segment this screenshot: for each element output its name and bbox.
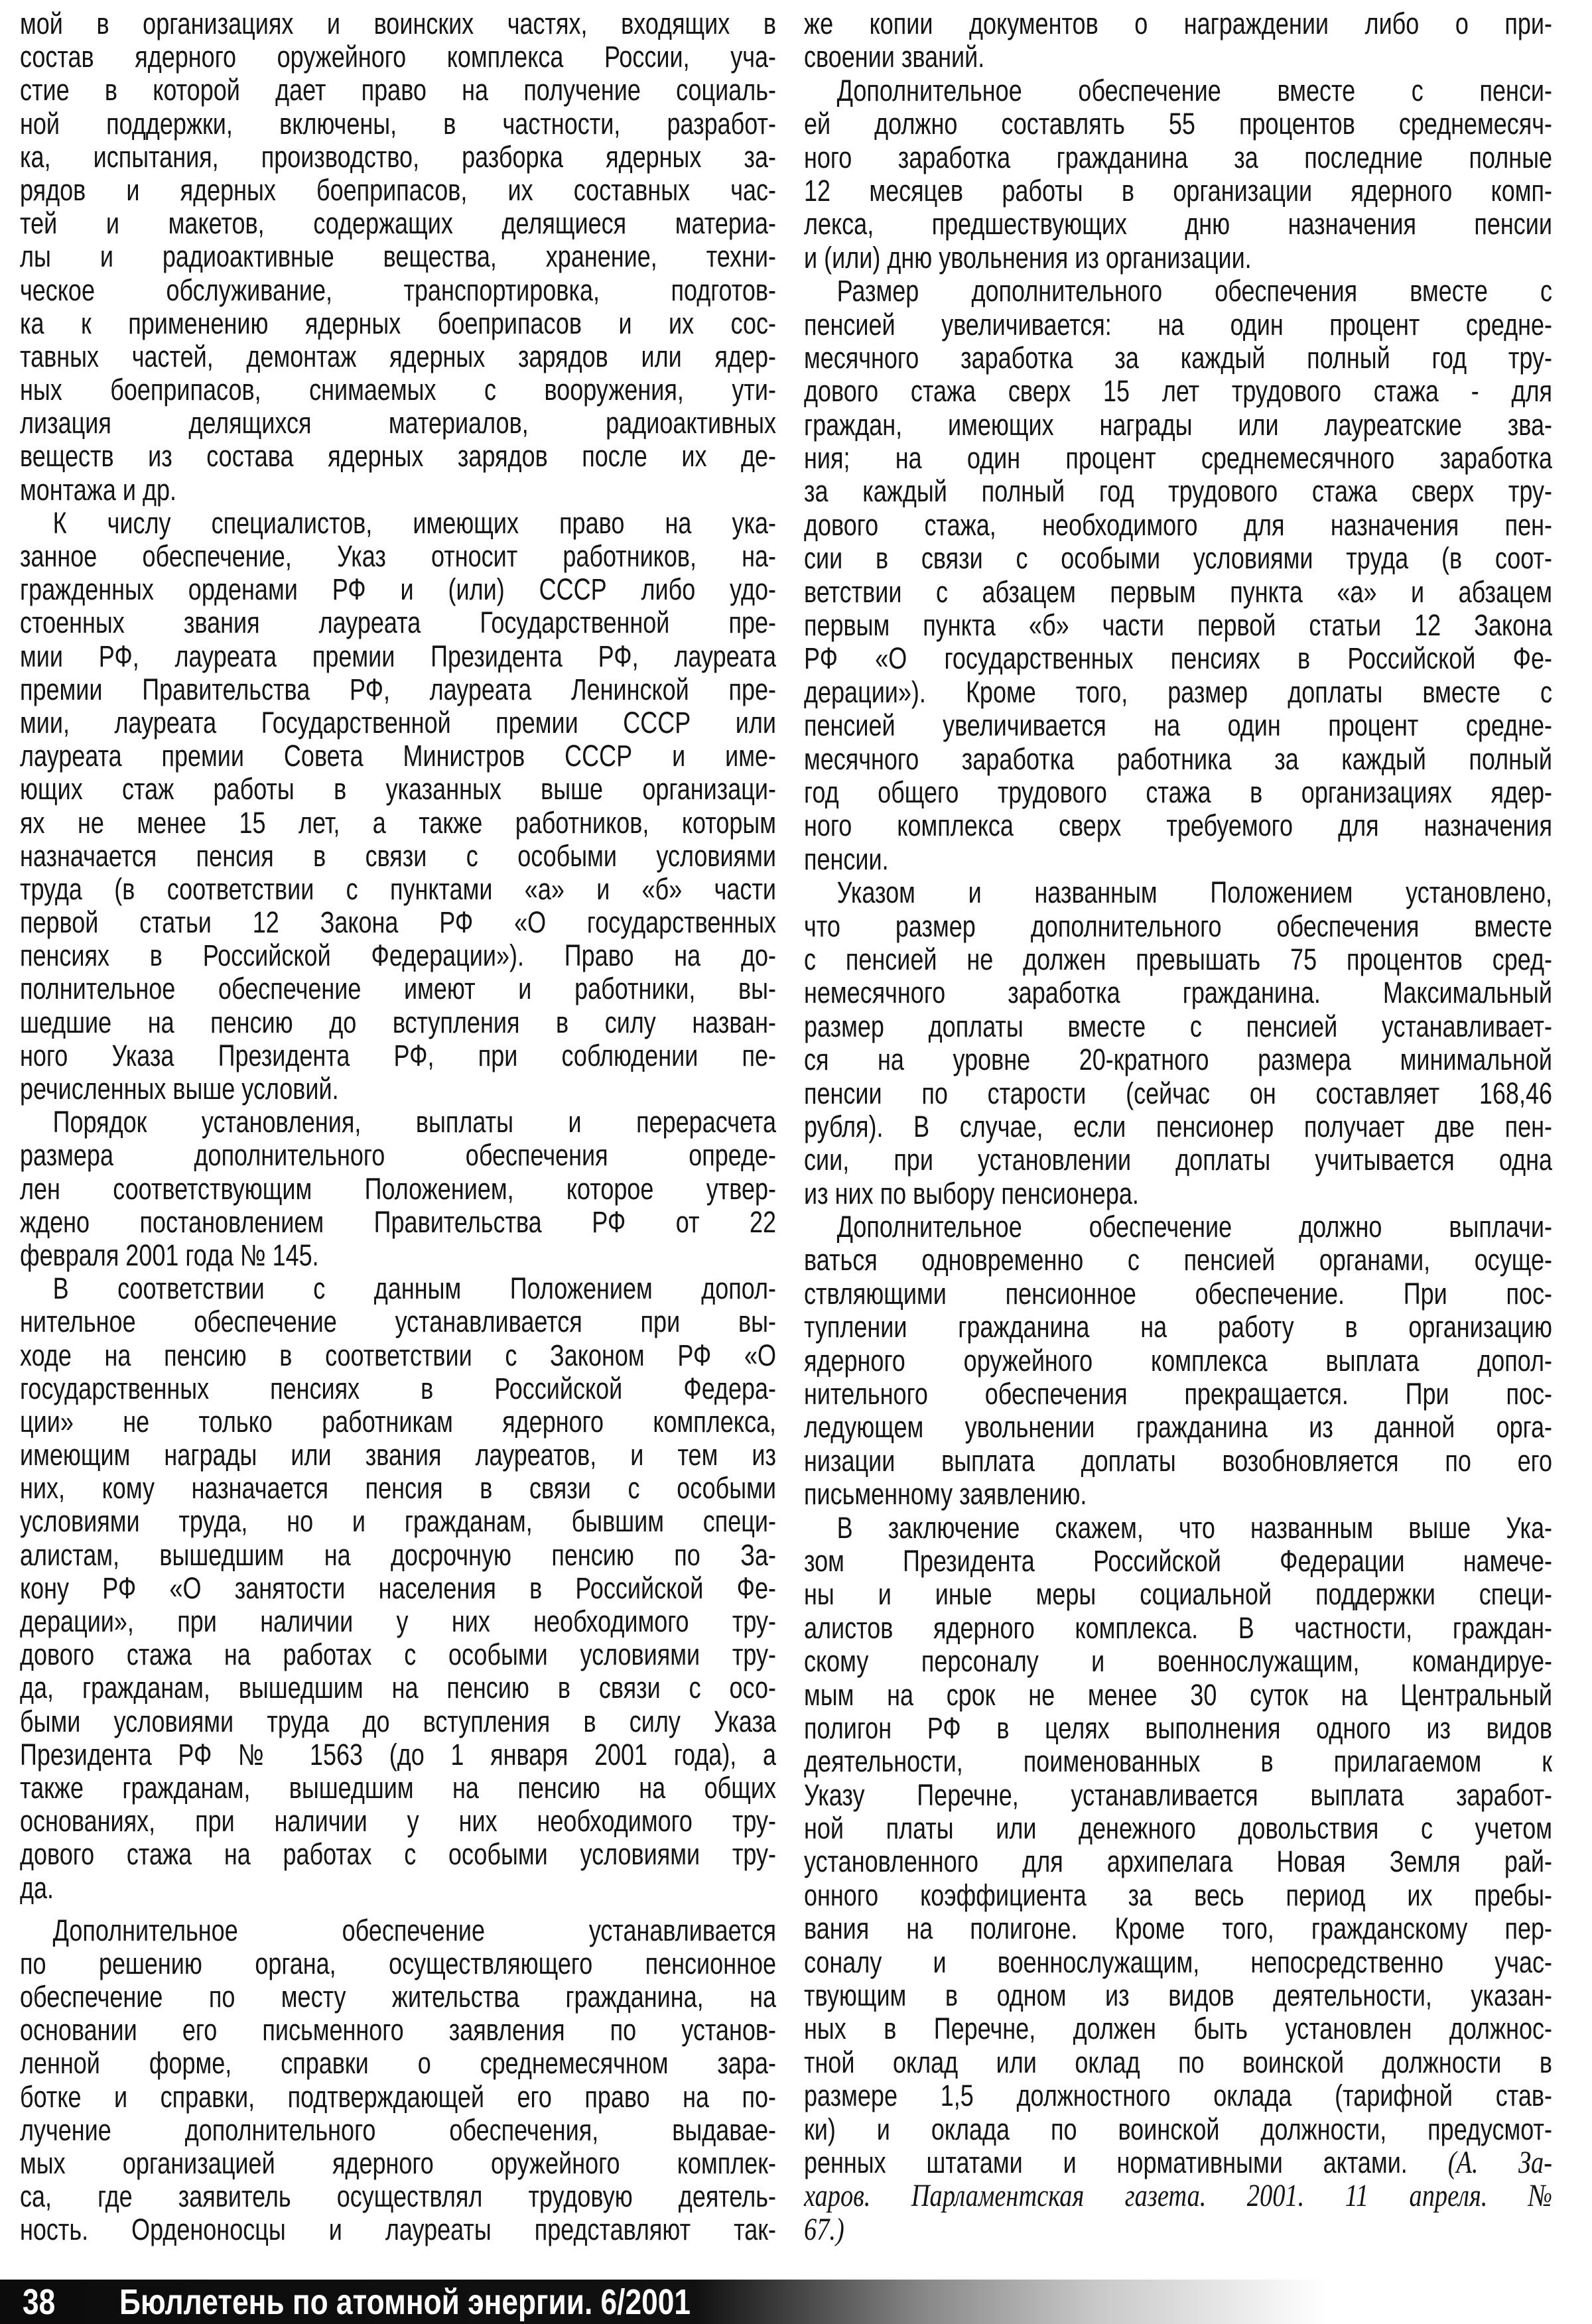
text-line: первой статьи 12 Закона РФ «О государственных	[20, 905, 776, 940]
text-line: год общего трудового стажа в организациях ядер-	[804, 775, 1552, 809]
text-line: первым пункта «б» части первой статьи 12 Закона	[804, 608, 1552, 643]
text-line: ходе на пенсию в соответствии с Законом РФ «О	[20, 1338, 776, 1372]
text-line: февраля 2001 года № 145.	[20, 1238, 319, 1272]
text-line: дерации»). Кроме того, размер доплаты вместе с	[804, 675, 1552, 709]
text-line: ной поддержки, включены, в частности, разработ-	[20, 106, 776, 141]
paragraph	[804, 876, 1552, 1210]
text-line: ядерного оружейного комплекса выплата допол-	[804, 1343, 1552, 1378]
text-line: Дополнительное обеспечение вместе с пенси-	[836, 73, 1552, 107]
text-line: гражденных орденами РФ и (или) СССР либо удо-	[20, 572, 776, 607]
text-line: Указом и названным Положением установлено,	[836, 875, 1552, 910]
text-line: веществ из состава ядерных зарядов после их де-	[20, 439, 776, 474]
text-line: лизация делящихся материалов, радиоактивных	[20, 406, 776, 440]
text-line: пенсией увеличивается: на один процент средне-	[804, 307, 1552, 342]
text-column-right	[804, 7, 1552, 2262]
text-line: ся на уровне 20-кратного размера минимальной	[804, 1043, 1552, 1077]
text-line: ции» не только работникам ядерного комплекса,	[20, 1404, 776, 1439]
text-line: ющих стаж работы в указанных выше организаци-	[20, 772, 776, 807]
text-line: условиями труда, но и гражданам, бывшим специ-	[20, 1504, 776, 1539]
paragraph	[20, 1272, 776, 1905]
text-line: за каждый полный год трудового стажа сверх тру-	[804, 474, 1552, 509]
text-line: состав ядерного оружейного комплекса России, уча-	[20, 40, 776, 74]
text-line: установленного для архипелага Новая Земля рай-	[804, 1844, 1552, 1879]
text-line: тей и макетов, содержащих делящиеся материа-	[20, 206, 776, 241]
text-line: Дополнительное обеспечение устанавливается	[52, 1913, 777, 1947]
text-line: рубля). В случае, если пенсионер получает две пен-	[804, 1109, 1552, 1143]
text-line: ей должно составлять 55 процентов среднемесяч-	[804, 107, 1552, 141]
text-line: ваться одновременно с пенсией органами, осуще-	[804, 1243, 1552, 1277]
text-line: месячного заработка за каждый полный год тру-	[804, 340, 1552, 375]
text-line: и (или) дню увольнения из организации.	[804, 240, 1252, 275]
paragraph	[804, 7, 1552, 74]
text-line: зом Президента Российской Федерации намече-	[804, 1543, 1552, 1578]
text-line	[804, 2179, 1552, 2213]
text-line: стоенных звания лауреата Государственной пре-	[20, 606, 776, 640]
text-line: ной платы или денежного довольствия с учетом	[804, 1811, 1552, 1846]
text-line: кону РФ «О занятости населения в Российской Фе-	[20, 1571, 776, 1605]
text-line: нительное обеспечение устанавливается при вы-	[20, 1305, 776, 1339]
text-line: да, гражданам, вышедшим на пенсию в связи с осо-	[20, 1671, 776, 1705]
text-line: же копии документов о награждении либо о при-	[804, 7, 1552, 40]
text-line: низации выплата доплаты возобновляется по его	[804, 1443, 1552, 1478]
publication-title: Бюллетень по атомной энергии. 6/2001	[119, 2282, 691, 2322]
text-segment: ренных штатами и нормативными актами.	[804, 2146, 1448, 2179]
text-line: граждан, имеющих награды или лауреатские зва-	[804, 407, 1552, 442]
text-line: ботке и справки, подтверждающей его право на по-	[20, 2079, 776, 2114]
text-line: ледующем увольнении гражданина из данной орга-	[804, 1410, 1552, 1445]
text-line: ческое обслуживание, транспортировка, подготов-	[20, 273, 776, 307]
text-line: дового стажа сверх 15 лет трудового стажа - для	[804, 374, 1552, 409]
text-line: туплении гражданина на работу в организацию	[804, 1310, 1552, 1344]
citation-text: харов. Парламентская газета. 2001. 11 апреля. №	[804, 2178, 1552, 2214]
text-line: мой в организациях и воинских частях, входящих в	[20, 7, 776, 40]
text-line: вания на полигоне. Кроме того, гражданскому пер-	[804, 1911, 1552, 1946]
text-line: пенсией увеличивается на один процент средне-	[804, 708, 1552, 743]
text-line: ждено постановлением Правительства РФ от 22	[20, 1204, 776, 1239]
text-line: размер доплаты вместе с пенсией устанавливает-	[804, 1009, 1552, 1043]
text-line: немесячного заработка гражданина. Максимальный	[804, 976, 1552, 1010]
text-line: монтажа и др.	[20, 472, 177, 507]
text-line: ного Указа Президента РФ, при соблюдении пе-	[20, 1038, 776, 1072]
text-line: них, кому назначается пенсия в связи с особыми	[20, 1471, 776, 1506]
text-line	[804, 2213, 1552, 2246]
text-line: ность. Орденоносцы и лауреаты представляют так-	[20, 2213, 776, 2247]
text-line: пенсии по старости (сейчас он составляет 168,46	[804, 1076, 1552, 1110]
page-footer	[0, 2280, 1592, 2324]
text-line: дового стажа на работах с особыми условиями тру-	[20, 1638, 776, 1672]
text-line: Президента РФ № 1563 (до 1 января 2001 года), а	[20, 1737, 776, 1772]
text-line: мых организацией ядерного оружейного комплек-	[20, 2146, 776, 2180]
text-line: ного заработка гражданина за последние полные	[804, 140, 1552, 174]
text-line: ки) и оклада по воинской должности, предусмот-	[804, 2112, 1552, 2146]
text-line: Указу Перечне, устанавливается выплата заработ-	[804, 1777, 1552, 1812]
text-line: скому персоналу и военнослужащим, командируе-	[804, 1644, 1552, 1679]
citation-text: (А. За-	[1447, 2145, 1552, 2180]
text-line: основаниях, при наличии у них необходимого тру-	[20, 1804, 776, 1839]
text-line: соналу и военнослужащим, непосредственно учас-	[804, 1945, 1552, 1979]
text-line: мым на срок не менее 30 суток на Центральный	[804, 1677, 1552, 1712]
text-line: лы и радиоактивные вещества, хранение, техни-	[20, 239, 776, 274]
text-line: ветствии с абзацем первым пункта «а» и абзацем	[804, 574, 1552, 609]
text-line: с пенсией не должен превышать 75 процентов сред-	[804, 942, 1552, 976]
citation-text: 67.)	[804, 2211, 844, 2247]
text-line: 12 месяцев работы в организации ядерного комп-	[804, 173, 1552, 208]
text-line: Размер дополнительного обеспечения вместе с	[836, 274, 1552, 308]
text-line: быми условиями труда до вступления в силу Указа	[20, 1704, 776, 1738]
text-line: ях не менее 15 лет, а также работников, которым	[20, 805, 776, 840]
page-number: 38	[23, 2282, 56, 2322]
text-line: тной оклад или оклад по воинской должности в	[804, 2045, 1552, 2079]
text-line: ны и иные меры социальной поддержки специ-	[804, 1577, 1552, 1612]
text-line: мии, лауреата Государственной премии СССР или	[20, 705, 776, 740]
text-line: письменному заявлению.	[804, 1477, 1087, 1512]
text-line: нительного обеспечения прекращается. При пос-	[804, 1377, 1552, 1411]
text-line: твующим в одном из видов деятельности, указан-	[804, 1978, 1552, 2013]
text-line: полнительное обеспечение имеют и работники, вы-	[20, 972, 776, 1006]
text-line: сии, при установлении доплаты учитывается одна	[804, 1143, 1552, 1177]
text-line	[804, 2146, 1552, 2179]
text-line: премии Правительства РФ, лауреата Ленинской пре-	[20, 672, 776, 706]
text-line: стие в которой дает право на получение социаль-	[20, 73, 776, 107]
text-line: РФ «О государственных пенсиях в Российской Фе-	[804, 641, 1552, 676]
text-line: мии РФ, лауреата премии Президента РФ, лауреата	[20, 639, 776, 673]
text-line: лучение дополнительного обеспечения, выдавае-	[20, 2112, 776, 2147]
text-column-left	[20, 7, 776, 2262]
text-line: алистов ядерного комплекса. В частности, граждан-	[804, 1610, 1552, 1645]
paragraph	[804, 1512, 1552, 2247]
text-line: из них по выбору пенсионера.	[804, 1176, 1139, 1210]
text-line: что размер дополнительного обеспечения вместе	[804, 909, 1552, 943]
paragraph	[20, 7, 776, 507]
text-line: речисленных выше условий.	[20, 1072, 339, 1106]
text-line: размере 1,5 должностного оклада (тарифной став-	[804, 2079, 1552, 2113]
text-line: тавных частей, демонтаж ядерных зарядов или ядер-	[20, 339, 776, 373]
text-line: дового стажа на работах с особыми условиями тру-	[20, 1837, 776, 1872]
text-line: лен соответствующим Положением, которое утвер-	[20, 1171, 776, 1206]
text-line: Порядок установления, выплаты и перерасчета	[52, 1105, 777, 1139]
text-line: ных в Перечне, должен быть установлен должнос-	[804, 2012, 1552, 2046]
text-line: В соответствии с данным Положением допол-	[52, 1271, 777, 1306]
text-line: дерации», при наличии у них необходимого тру-	[20, 1604, 776, 1638]
text-line: ка к применению ядерных боеприпасов и их сос-	[20, 306, 776, 340]
text-line: ленной форме, справки о среднемесячном зара-	[20, 2046, 776, 2081]
text-line: также гражданам, вышедшим на пенсию на общих	[20, 1770, 776, 1805]
text-line: государственных пенсиях в Российской Федера-	[20, 1371, 776, 1405]
text-line: К числу специалистов, имеющих право на ука-	[52, 505, 777, 540]
text-line: онного коэффициента за весь период их пребы-	[804, 1878, 1552, 1912]
text-line: месячного заработка работника за каждый полный	[804, 742, 1552, 776]
paragraph	[804, 74, 1552, 275]
paragraph	[804, 275, 1552, 876]
text-line: обеспечение по месту жительства гражданина, на	[20, 1980, 776, 2014]
text-line: алистам, вышедшим на досрочную пенсию по За-	[20, 1537, 776, 1572]
text-line: труда (в соответствии с пунктами «а» и «б» части	[20, 871, 776, 906]
paragraph	[804, 1210, 1552, 1512]
text-line: полигон РФ в целях выполнения одного из видов	[804, 1711, 1552, 1745]
text-line: В заключение скажем, что названным выше Ука-	[836, 1510, 1552, 1545]
text-line: деятельности, поименованных в прилагаемом к	[804, 1744, 1552, 1779]
text-line: ния; на один процент среднемесячного заработка	[804, 441, 1552, 476]
text-line: рядов и ядерных боеприпасов, их составных час-	[20, 172, 776, 207]
text-line: основании его письменного заявления по установ-	[20, 2013, 776, 2047]
paragraph	[20, 507, 776, 1106]
text-line: Дополнительное обеспечение должно выплачи-	[836, 1210, 1552, 1244]
text-line: по решению органа, осуществляющего пенсионное	[20, 1946, 776, 1980]
text-line: пенсиях в Российской Федерации»). Право на до-	[20, 938, 776, 973]
text-line: своении званий.	[804, 40, 985, 74]
text-line: лауреата премии Совета Министров СССР и име-	[20, 739, 776, 773]
text-line: дового стажа, необходимого для назначения пен-	[804, 507, 1552, 542]
text-line: ка, испытания, производство, разборка ядерных за-	[20, 139, 776, 174]
text-line: са, где заявитель осуществлял трудовую деятель-	[20, 2179, 776, 2214]
text-line: лекса, предшествующих дню назначения пенсии	[804, 207, 1552, 241]
text-line: назначается пенсия в связи с особыми условиями	[20, 838, 776, 873]
text-line: ных боеприпасов, снимаемых с вооружения, ути-	[20, 373, 776, 407]
text-line: да.	[20, 1870, 54, 1905]
text-line: сии в связи с особыми условиями труда (в соот-	[804, 541, 1552, 576]
text-line: имеющим награды или звания лауреатов, и тем из	[20, 1438, 776, 1472]
text-line: ствляющими пенсионное обеспечение. При пос-	[804, 1276, 1552, 1311]
text-line: ного комплекса сверх требуемого для назначения	[804, 808, 1552, 843]
text-line: шедшие на пенсию до вступления в силу назван-	[20, 1005, 776, 1039]
text-line: занное обеспечение, Указ относит работников, на-	[20, 539, 776, 573]
paragraph	[20, 1914, 776, 2247]
paragraph	[20, 1106, 776, 1272]
text-line: размера дополнительного обеспечения опреде-	[20, 1138, 776, 1173]
text-line: пенсии.	[804, 842, 889, 876]
